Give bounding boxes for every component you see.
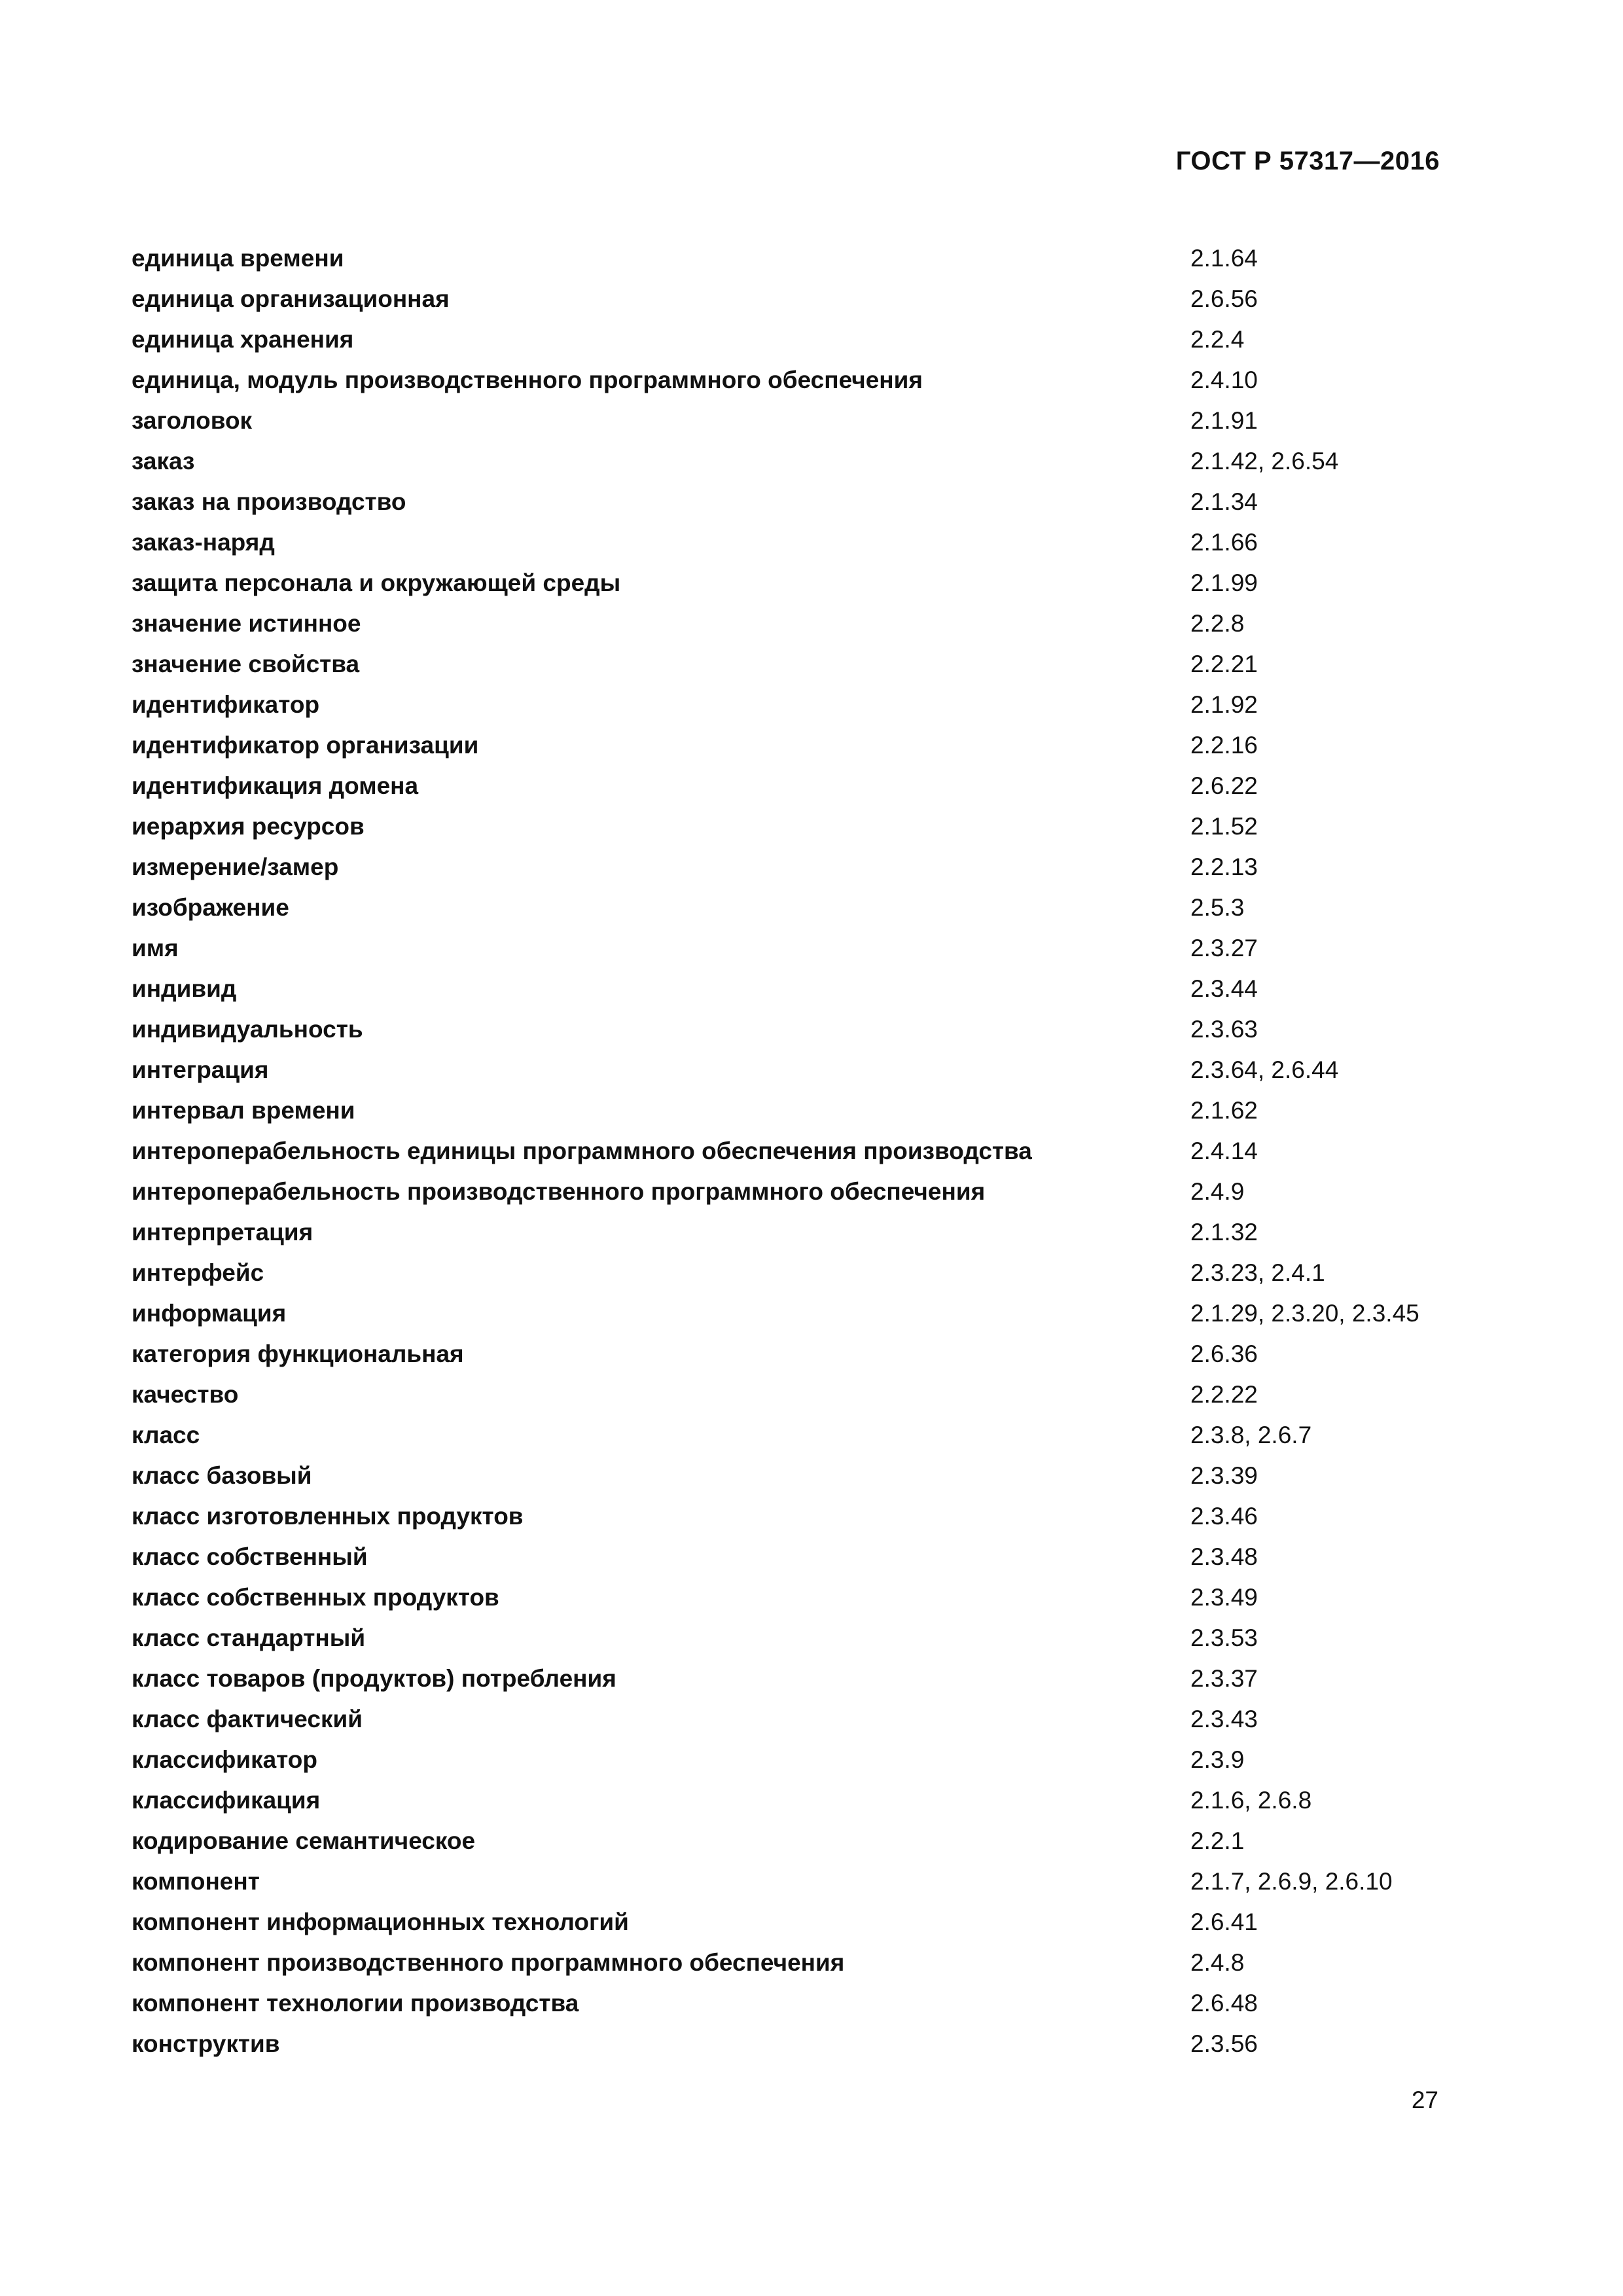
index-entry: [132, 238, 1440, 279]
index-entry: [132, 1861, 1440, 1902]
index-entry: [132, 279, 1440, 319]
index-term: кодирование семантическое: [132, 1827, 476, 1854]
index-entry: [132, 522, 1440, 563]
index-term: идентификация домена: [132, 772, 419, 799]
index-entry: [132, 1090, 1440, 1131]
index-term: индивид: [132, 975, 237, 1002]
index-term: индивидуальность: [132, 1016, 363, 1043]
index-term: классификатор: [132, 1746, 318, 1773]
index-entry: [132, 1334, 1440, 1374]
index-entry: [132, 1050, 1440, 1090]
index-term: компонент: [132, 1868, 260, 1895]
index-clause-reference: 2.3.37: [1190, 1665, 1258, 1692]
index-entry: [132, 1415, 1440, 1456]
index-clause-reference: 2.2.16: [1190, 732, 1258, 759]
index-term: класс базовый: [132, 1462, 312, 1489]
index-clause-reference: 2.3.23, 2.4.1: [1190, 1259, 1325, 1286]
index-term: единица хранения: [132, 326, 354, 353]
index-term: заказ-наряд: [132, 529, 275, 556]
index-clause-reference: 2.6.36: [1190, 1340, 1258, 1367]
index-term: компонент технологии производства: [132, 1990, 579, 2017]
index-clause-reference: 2.1.29, 2.3.20, 2.3.45: [1190, 1300, 1419, 1327]
index-entry: [132, 603, 1440, 644]
index-term: измерение/замер: [132, 853, 339, 880]
index-term: интерфейс: [132, 1259, 264, 1286]
index-entry: [132, 1293, 1440, 1334]
index-term: защита персонала и окружающей среды: [132, 569, 621, 596]
index-clause-reference: 2.3.49: [1190, 1584, 1258, 1611]
index-term: единица времени: [132, 245, 344, 272]
index-term: класс собственных продуктов: [132, 1584, 499, 1611]
index-entry: [132, 482, 1440, 522]
index-entry: [132, 1902, 1440, 1943]
index-clause-reference: 2.6.22: [1190, 772, 1258, 799]
index-clause-reference: 2.1.52: [1190, 813, 1258, 840]
index-term: интероперабельность единицы программного обеспечения производства: [132, 1138, 1032, 1164]
index-entry: [132, 847, 1440, 888]
index-term: компонент производственного программного обеспечения: [132, 1949, 845, 1976]
index-entry: [132, 1821, 1440, 1861]
index-entry: [132, 1780, 1440, 1821]
index-clause-reference: 2.4.10: [1190, 367, 1258, 393]
index-clause-reference: 2.1.6, 2.6.8: [1190, 1787, 1312, 1814]
index-clause-reference: 2.1.99: [1190, 569, 1258, 596]
index-clause-reference: 2.1.64: [1190, 245, 1258, 272]
index-term: классификация: [132, 1787, 321, 1814]
index-term: иерархия ресурсов: [132, 813, 365, 840]
index-clause-reference: 2.3.44: [1190, 975, 1258, 1002]
index-term: значение свойства: [132, 651, 360, 677]
index-entry: [132, 1496, 1440, 1537]
index-clause-reference: 2.3.9: [1190, 1746, 1245, 1773]
index-entry: [132, 1659, 1440, 1699]
index-clause-reference: 2.1.34: [1190, 488, 1258, 515]
index-clause-reference: 2.4.14: [1190, 1138, 1258, 1164]
index-entry: [132, 969, 1440, 1009]
index-term: класс товаров (продуктов) потребления: [132, 1665, 616, 1692]
index-term: интеграция: [132, 1056, 269, 1083]
index-term: значение истинное: [132, 610, 361, 637]
index-entry: [132, 1172, 1440, 1212]
index-entry: [132, 1537, 1440, 1577]
index-clause-reference: 2.1.66: [1190, 529, 1258, 556]
index-entry: [132, 1374, 1440, 1415]
index-clause-reference: 2.3.43: [1190, 1706, 1258, 1732]
index-clause-reference: 2.2.13: [1190, 853, 1258, 880]
index-entry: [132, 888, 1440, 928]
index-term: интероперабельность производственного программного обеспечения: [132, 1178, 986, 1205]
index-term: класс собственный: [132, 1543, 368, 1570]
index-term: класс фактический: [132, 1706, 363, 1732]
index-term: заголовок: [132, 407, 253, 434]
index-clause-reference: 2.2.4: [1190, 326, 1245, 353]
index-entry: [132, 401, 1440, 441]
index-entry: [132, 441, 1440, 482]
index-entry: [132, 1456, 1440, 1496]
index-entry: [132, 360, 1440, 401]
index-clause-reference: 2.1.42, 2.6.54: [1190, 448, 1339, 475]
index-clause-reference: 2.1.91: [1190, 407, 1258, 434]
index-term: изображение: [132, 894, 289, 921]
index-term: компонент информационных технологий: [132, 1909, 629, 1935]
index-term: конструктив: [132, 2030, 280, 2057]
index-entry: [132, 1009, 1440, 1050]
index-clause-reference: 2.6.41: [1190, 1909, 1258, 1935]
index-clause-reference: 2.3.39: [1190, 1462, 1258, 1489]
index-clause-reference: 2.6.56: [1190, 285, 1258, 312]
index-clause-reference: 2.3.63: [1190, 1016, 1258, 1043]
index-entry: [132, 1131, 1440, 1172]
index-entry: [132, 766, 1440, 806]
index-entry: [132, 685, 1440, 725]
index-term: интервал времени: [132, 1097, 355, 1124]
index-clause-reference: 2.3.48: [1190, 1543, 1258, 1570]
index-clause-reference: 2.2.21: [1190, 651, 1258, 677]
index-entry: [132, 1943, 1440, 1983]
index-entry: [132, 1699, 1440, 1740]
index-term: идентификатор: [132, 691, 320, 718]
index-clause-reference: 2.4.8: [1190, 1949, 1245, 1976]
index-clause-reference: 2.3.53: [1190, 1624, 1258, 1651]
index-clause-reference: 2.2.1: [1190, 1827, 1245, 1854]
index-clause-reference: 2.1.92: [1190, 691, 1258, 718]
index-entry: [132, 806, 1440, 847]
index-entry: [132, 1212, 1440, 1253]
alphabetical-term-index: [132, 238, 1440, 2064]
index-clause-reference: 2.5.3: [1190, 894, 1245, 921]
index-entry: [132, 2024, 1440, 2064]
index-term: класс: [132, 1422, 200, 1448]
index-term: единица организационная: [132, 285, 450, 312]
index-term: заказ: [132, 448, 195, 475]
document-code-header: ГОСТ Р 57317—2016: [1175, 147, 1440, 175]
index-clause-reference: 2.2.22: [1190, 1381, 1258, 1408]
index-term: класс изготовленных продуктов: [132, 1503, 524, 1530]
index-entry: [132, 1983, 1440, 2024]
index-term: имя: [132, 935, 179, 961]
index-clause-reference: 2.3.27: [1190, 935, 1258, 961]
index-term: информация: [132, 1300, 287, 1327]
index-entry: [132, 1253, 1440, 1293]
index-clause-reference: 2.1.62: [1190, 1097, 1258, 1124]
index-entry: [132, 1618, 1440, 1659]
index-entry: [132, 1577, 1440, 1618]
index-term: категория функциональная: [132, 1340, 464, 1367]
index-entry: [132, 563, 1440, 603]
index-clause-reference: 2.3.56: [1190, 2030, 1258, 2057]
index-clause-reference: 2.3.46: [1190, 1503, 1258, 1530]
index-entry: [132, 319, 1440, 360]
index-term: качество: [132, 1381, 239, 1408]
index-term: заказ на производство: [132, 488, 406, 515]
index-term: интерпретация: [132, 1219, 313, 1246]
index-entry: [132, 1740, 1440, 1780]
page-number: 27: [1411, 2087, 1438, 2113]
index-entry: [132, 928, 1440, 969]
index-term: идентификатор организации: [132, 732, 479, 759]
index-term: единица, модуль производственного программного обеспечения: [132, 367, 923, 393]
index-entry: [132, 644, 1440, 685]
index-term: класс стандартный: [132, 1624, 366, 1651]
index-clause-reference: 2.3.64, 2.6.44: [1190, 1056, 1339, 1083]
index-clause-reference: 2.1.32: [1190, 1219, 1258, 1246]
index-clause-reference: 2.1.7, 2.6.9, 2.6.10: [1190, 1868, 1393, 1895]
index-clause-reference: 2.6.48: [1190, 1990, 1258, 2017]
index-clause-reference: 2.2.8: [1190, 610, 1245, 637]
index-clause-reference: 2.4.9: [1190, 1178, 1245, 1205]
index-clause-reference: 2.3.8, 2.6.7: [1190, 1422, 1312, 1448]
index-entry: [132, 725, 1440, 766]
